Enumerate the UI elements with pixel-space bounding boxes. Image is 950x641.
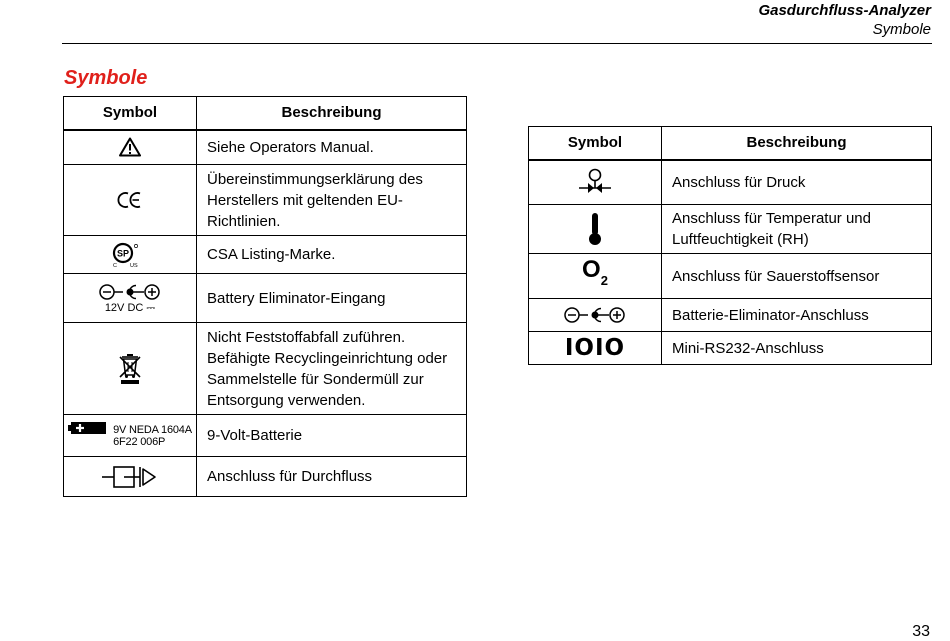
symbols-table-right [528,126,932,365]
rs232-ioio-icon: IOIO [564,335,626,361]
symbol-cell [64,274,197,323]
description-cell: Übereinstimmungserklärung des Herstellers mit geltenden EU-Richtlinien. [197,165,467,236]
weee-crossed-bin-icon [64,353,196,385]
column-header-symbol: Symbol [64,97,197,130]
symbols-table-left [63,96,467,497]
table-row [64,236,467,274]
ce-mark-icon [64,191,196,209]
dc-polarity-icon [98,283,162,301]
description-cell: CSA Listing-Marke. [197,236,467,274]
description-cell: Siehe Operators Manual. [197,130,467,165]
battery-spec-line1: 9V NEDA 1604A [113,423,192,436]
symbol-cell [64,130,197,165]
symbol-cell [529,160,662,205]
table-row [64,457,467,497]
dc-polarity-icon [529,306,661,324]
symbol-cell [529,332,662,365]
symbol-cell [64,415,197,457]
header-subtitle: Symbole [872,21,931,38]
table-row [64,130,467,165]
symbol-cell [529,254,662,299]
svg-text:SP: SP [116,248,130,258]
table-row [64,415,467,457]
table-row [64,323,467,415]
thermometer-icon [529,212,661,246]
warning-triangle-icon [64,137,196,157]
pressure-port-icon [529,168,661,196]
description-cell: Anschluss für Durchfluss [197,457,467,497]
symbol-cell [529,205,662,254]
battery-icon [68,420,108,436]
symbol-cell [529,299,662,332]
description-cell: Anschluss für Druck [662,160,932,205]
description-cell: Anschluss für Sauerstoffsensor [662,254,932,299]
oxygen-symbol-letter: O [582,255,601,283]
description-cell: Battery Eliminator-Eingang [197,274,467,323]
header-rule [62,43,932,44]
section-title: Symbole [64,67,148,89]
csa-us-label: US [130,262,138,268]
symbol-cell [64,457,197,497]
csa-c-label: C [113,262,117,268]
csa-mark-icon [64,242,196,268]
description-cell: Anschluss für Temperatur und Luftfeuchtigkeit (RH) [662,205,932,254]
symbol-cell [64,165,197,236]
header-title: Gasdurchfluss-Analyzer [758,2,931,19]
table-row [529,299,932,332]
oxygen-symbol-subscript: 2 [600,273,608,289]
column-header-description: Beschreibung [662,127,932,160]
page-number: 33 [912,623,930,640]
symbol-cell [64,236,197,274]
table-row [529,254,932,299]
description-cell: Batterie-Eliminator-Anschluss [662,299,932,332]
description-cell: Nicht Feststoffabfall zuführen. Befähigte Recyclingeinrichtung oder Sammelstelle für Sondermüll zur Entsorgung verwenden. [197,323,467,415]
symbol-cell [64,323,197,415]
column-header-symbol: Symbol [529,127,662,160]
table-row [64,165,467,236]
description-cell: Mini-RS232-Anschluss [662,332,932,365]
description-cell: 9-Volt-Batterie [197,415,467,457]
column-header-description: Beschreibung [197,97,467,130]
battery-spec-line2: 6F22 006P [113,435,166,448]
dc-voltage-label: 12V DC ⎓ [104,301,156,314]
oxygen-icon [582,255,608,289]
flow-connector-icon [64,465,196,489]
table-row [529,332,932,365]
table-row [529,160,932,205]
table-row [529,205,932,254]
table-row [64,274,467,323]
